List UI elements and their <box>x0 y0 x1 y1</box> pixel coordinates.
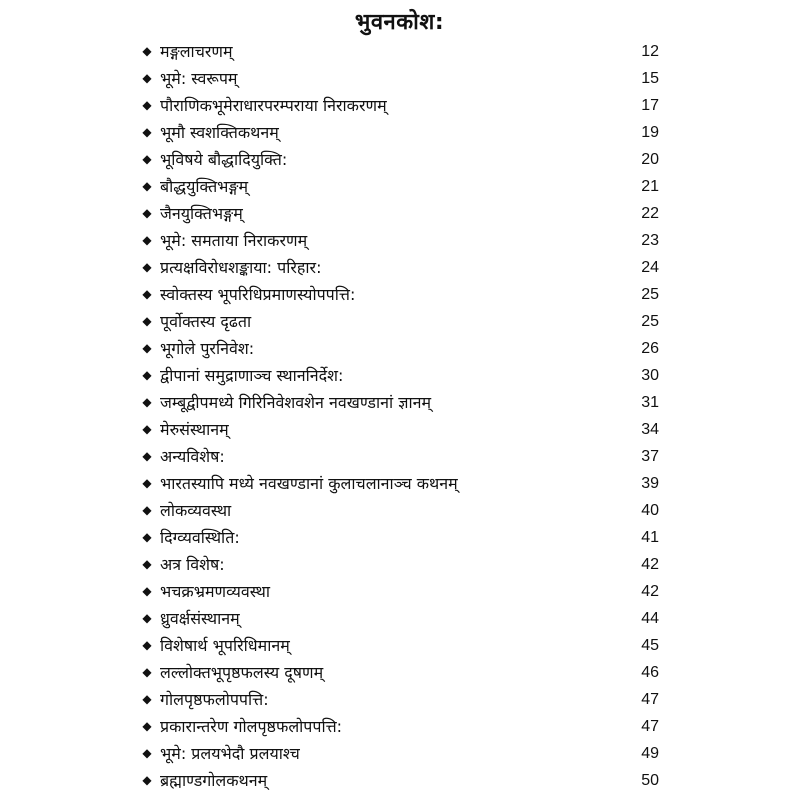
entry-title: ब्रह्माण्डगोलकथनम् <box>160 771 268 790</box>
page-number: 34 <box>641 421 659 438</box>
toc-entry <box>0 146 799 173</box>
page-number: 42 <box>641 556 659 573</box>
entry-title: भारतस्यापि मध्ये नवखण्डानां कुलाचलानाञ्च कथनम् <box>160 474 458 493</box>
page-number: 49 <box>641 745 659 762</box>
toc-entry <box>0 659 799 686</box>
toc-entry <box>0 254 799 281</box>
diamond-bullet-icon: ◆ <box>142 557 152 571</box>
toc-entry <box>0 389 799 416</box>
entry-title: भूगोले पुरनिवेश: <box>160 339 255 358</box>
page-number: 30 <box>641 367 659 384</box>
page-number: 31 <box>641 394 659 411</box>
toc-entry <box>0 416 799 443</box>
entry-title: मङ्गलाचरणम् <box>160 42 233 61</box>
diamond-bullet-icon: ◆ <box>142 395 152 409</box>
entry-title: लोकव्यवस्था <box>160 501 232 520</box>
entry-title: पौराणिकभूमेराधारपरम्पराया निराकरणम् <box>160 96 387 115</box>
entry-title: भूविषये बौद्धादियुक्ति: <box>160 150 288 169</box>
entry-title: भूमे: स्वरूपम् <box>160 69 238 88</box>
toc-entry <box>0 524 799 551</box>
entry-title: द्वीपानां समुद्राणाञ्च स्थाननिर्देश: <box>160 366 344 385</box>
diamond-bullet-icon: ◆ <box>142 179 152 193</box>
toc-entry <box>0 308 799 335</box>
diamond-bullet-icon: ◆ <box>142 719 152 733</box>
toc-entry <box>0 335 799 362</box>
toc-entry <box>0 605 799 632</box>
entry-title: लल्लोक्तभूपृष्ठफलस्य दूषणम् <box>160 663 324 682</box>
entry-title: प्रत्यक्षविरोधशङ्काया: परिहार: <box>160 258 322 277</box>
diamond-bullet-icon: ◆ <box>142 341 152 355</box>
page-number: 50 <box>641 772 659 789</box>
page-number: 25 <box>641 313 659 330</box>
entry-title: विशेषार्थ भूपरिधिमानम् <box>160 636 290 655</box>
diamond-bullet-icon: ◆ <box>142 638 152 652</box>
table-of-contents <box>0 38 799 794</box>
diamond-bullet-icon: ◆ <box>142 692 152 706</box>
diamond-bullet-icon: ◆ <box>142 611 152 625</box>
page-number: 17 <box>641 97 659 114</box>
diamond-bullet-icon: ◆ <box>142 287 152 301</box>
toc-entry <box>0 200 799 227</box>
entry-title: बौद्धयुक्तिभङ्गम् <box>160 177 249 196</box>
page-number: 26 <box>641 340 659 357</box>
toc-entry <box>0 470 799 497</box>
toc-entry <box>0 281 799 308</box>
diamond-bullet-icon: ◆ <box>142 584 152 598</box>
diamond-bullet-icon: ◆ <box>142 152 152 166</box>
diamond-bullet-icon: ◆ <box>142 530 152 544</box>
toc-entry <box>0 551 799 578</box>
entry-title: मेरुसंस्थानम् <box>160 420 229 439</box>
diamond-bullet-icon: ◆ <box>142 44 152 58</box>
page-number: 41 <box>641 529 659 546</box>
page-number: 25 <box>641 286 659 303</box>
page-title: भुवनकोश: <box>354 10 445 35</box>
diamond-bullet-icon: ◆ <box>142 125 152 139</box>
entry-title: अत्र विशेष: <box>160 555 225 574</box>
diamond-bullet-icon: ◆ <box>142 71 152 85</box>
entry-title: पूर्वोक्तस्य दृढता <box>160 312 252 331</box>
page-number: 21 <box>641 178 659 195</box>
entry-title: भूमे: प्रलयभेदौ प्रलयाश्च <box>160 744 300 763</box>
diamond-bullet-icon: ◆ <box>142 665 152 679</box>
entry-title: भूमे: समताया निराकरणम् <box>160 231 308 250</box>
diamond-bullet-icon: ◆ <box>142 98 152 112</box>
toc-entry <box>0 362 799 389</box>
entry-title: भचक्रभ्रमणव्यवस्था <box>160 582 271 601</box>
diamond-bullet-icon: ◆ <box>142 476 152 490</box>
page-number: 22 <box>641 205 659 222</box>
entry-title: जम्बूद्वीपमध्ये गिरिनिवेशवशेन नवखण्डानां ज्ञानम् <box>160 393 432 412</box>
toc-entry <box>0 38 799 65</box>
page-number: 46 <box>641 664 659 681</box>
entry-title: जैनयुक्तिभङ्गम् <box>160 204 243 223</box>
page-number: 47 <box>641 718 659 735</box>
page-number: 40 <box>641 502 659 519</box>
page-number: 39 <box>641 475 659 492</box>
diamond-bullet-icon: ◆ <box>142 314 152 328</box>
page-number: 19 <box>641 124 659 141</box>
page-number: 44 <box>641 610 659 627</box>
entry-title: दिग्व्यवस्थिति: <box>160 528 240 547</box>
diamond-bullet-icon: ◆ <box>142 449 152 463</box>
page-number: 47 <box>641 691 659 708</box>
toc-entry <box>0 632 799 659</box>
toc-entry <box>0 173 799 200</box>
page-number: 24 <box>641 259 659 276</box>
entry-title: भूमौ स्वशक्तिकथनम् <box>160 123 279 142</box>
entry-title: ध्रुवर्क्षसंस्थानम् <box>160 609 240 628</box>
toc-entry <box>0 767 799 794</box>
diamond-bullet-icon: ◆ <box>142 368 152 382</box>
page-number: 45 <box>641 637 659 654</box>
diamond-bullet-icon: ◆ <box>142 260 152 274</box>
toc-entry <box>0 92 799 119</box>
page-number: 37 <box>641 448 659 465</box>
toc-entry <box>0 65 799 92</box>
toc-entry <box>0 740 799 767</box>
page-number: 12 <box>641 43 659 60</box>
toc-entry <box>0 119 799 146</box>
toc-entry <box>0 686 799 713</box>
page-number: 20 <box>641 151 659 168</box>
diamond-bullet-icon: ◆ <box>142 746 152 760</box>
entry-title: स्वोक्तस्य भूपरिधिप्रमाणस्योपपत्ति: <box>160 285 356 304</box>
diamond-bullet-icon: ◆ <box>142 503 152 517</box>
entry-title: अन्यविशेष: <box>160 447 225 466</box>
toc-entry <box>0 227 799 254</box>
page-number: 42 <box>641 583 659 600</box>
toc-entry <box>0 497 799 524</box>
diamond-bullet-icon: ◆ <box>142 773 152 787</box>
page-number: 15 <box>641 70 659 87</box>
entry-title: गोलपृष्ठफलोपपत्ति: <box>160 690 269 709</box>
diamond-bullet-icon: ◆ <box>142 422 152 436</box>
toc-entry <box>0 443 799 470</box>
diamond-bullet-icon: ◆ <box>142 206 152 220</box>
toc-entry <box>0 713 799 740</box>
diamond-bullet-icon: ◆ <box>142 233 152 247</box>
page-number: 23 <box>641 232 659 249</box>
entry-title: प्रकारान्तरेण गोलपृष्ठफलोपपत्ति: <box>160 717 343 736</box>
toc-entry <box>0 578 799 605</box>
